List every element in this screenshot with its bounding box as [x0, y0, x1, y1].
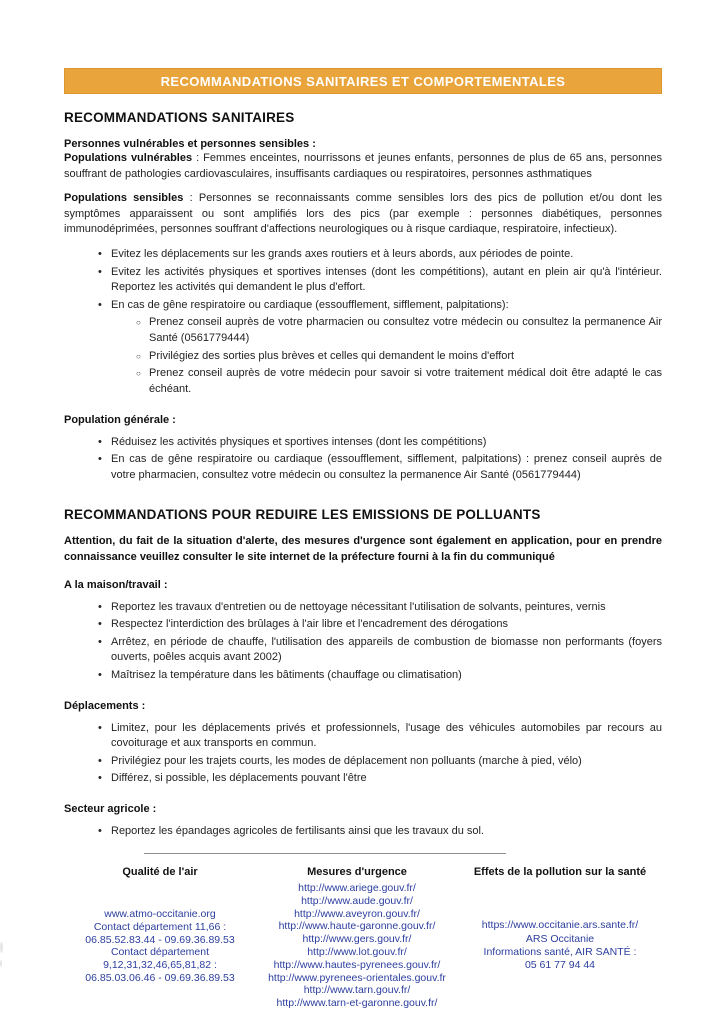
footer-columns [64, 866, 662, 1010]
sub-bullet-text: Prenez conseil auprès de votre pharmacien ou consultez votre médecin ou consultez la permanence Air Santé (0561779444) [149, 316, 662, 345]
sub-bullet-item [136, 366, 662, 397]
bullet-text: Limitez, pour les déplacements privés et professionnels, l'usage des véhicules automobiles par recours au covoiturage et aux transports en commun. [111, 721, 662, 750]
prefecture-url-link[interactable]: http://www.pyrenees-orientales.gouv.fr [268, 971, 446, 984]
prefecture-url-link[interactable]: http://www.haute-garonne.gouv.fr/ [278, 920, 436, 933]
bullet-item [98, 452, 662, 483]
text-populations-sensibles: : Personnes se reconnaissants comme sensibles lors des pics de pollution et/ou dont les symptômes apparaissent ou sont amplifiés lors des pics (par exemple : personnes diabétiques, personnes immunodéprimées, personnes souffrant d'affections neurologiques ou à risque cardiaque, respiratoire, infectieux). [64, 192, 663, 236]
bullet-item [98, 668, 662, 684]
ars-url-link[interactable]: https://www.occitanie.ars.sante.fr/ [481, 919, 639, 932]
bullet-item [98, 771, 662, 787]
bullet-item [98, 265, 662, 296]
bullet-item [98, 721, 662, 752]
scan-artifact [0, 942, 3, 953]
bullet-text: Réduisez les activités physiques et sportives intenses (dont les compétitions) [111, 435, 487, 448]
sub-bullet-item [136, 349, 662, 365]
banner-title: RECOMMANDATIONS SANITAIRES ET COMPORTEMENTALES [64, 68, 662, 94]
heading-personnes-vulnerables: Personnes vulnérables et personnes sensibles : [64, 138, 316, 150]
prefecture-url-link[interactable]: http://www.tarn-et-garonne.gouv.fr/ [276, 997, 438, 1010]
sanitaires-sub-bullet-list [64, 315, 662, 397]
prefecture-url-link[interactable]: http://www.aude.gouv.fr/ [301, 894, 413, 907]
phone-line: 05 61 77 94 44 [524, 959, 596, 972]
bullet-item [98, 754, 662, 770]
phone-line: 06.85.52.83.44 - 09.69.36.89.53 [85, 933, 235, 946]
sanitaires-bullet-list [64, 247, 662, 313]
prefecture-url-link[interactable]: http://www.tarn.gouv.fr/ [303, 984, 411, 997]
bullet-text: Différez, si possible, les déplacements pouvant l'être [111, 772, 367, 785]
bullet-item [98, 435, 662, 451]
prefecture-url-link[interactable]: http://www.aveyron.gouv.fr/ [294, 907, 420, 920]
heading-maison-travail: A la maison/travail : [64, 578, 168, 591]
bullet-item [98, 617, 662, 633]
bullet-text: Maîtrisez la température dans les bâtiments (chauffage ou climatisation) [111, 669, 462, 682]
bullet-text: Respectez l'interdiction des brûlages à l'air libre et l'encadrement des dérogations [111, 618, 509, 631]
paragraph-populations-sensibles [64, 191, 662, 238]
footer-column-sante [458, 866, 662, 1010]
atmo-url-link[interactable]: www.atmo-occitanie.org [104, 908, 216, 921]
scan-artifact [0, 960, 2, 967]
paragraph-populations-vulnerables [64, 151, 662, 182]
bullet-text: Reportez les épandages agricoles de fertilisants ainsi que les travaux du sol. [111, 825, 484, 838]
prefecture-url-link[interactable]: http://www.lot.gouv.fr/ [307, 946, 407, 959]
phone-line: 06.85.03.06.46 - 09.69.36.89.53 [85, 972, 235, 985]
lead-populations-vulnerables: Populations vulnérables [64, 152, 193, 164]
sub-bullet-item [136, 315, 662, 346]
bullet-text: Reportez les travaux d'entretien ou de nettoyage nécessitant l'utilisation de solvants, peintures, vernis [111, 600, 606, 613]
bullet-text: Arrêtez, en période de chauffe, l'utilisation des appareils de combustion de biomasse non performants (foyers ouverts, poêles acquis avant 2002) [111, 635, 662, 664]
heading-population-generale: Population générale : [64, 413, 176, 426]
contact-line: 9,12,31,32,46,65,81,82 : [103, 959, 217, 972]
bullet-item [98, 600, 662, 616]
bullet-text: En cas de gêne respiratoire ou cardiaque (essoufflement, sifflement, palpitations) : prenez conseil auprès de votre pharmacien, consultez votre médecin ou consultez la permanence Air Santé (0561779444) [111, 453, 662, 481]
maison-bullet-list [64, 600, 662, 684]
footer-title-urgence: Mesures d'urgence [307, 865, 407, 878]
heading-deplacements: Déplacements : [64, 699, 146, 712]
document-content [64, 68, 662, 1024]
footer-divider [144, 853, 506, 854]
prefecture-url-link[interactable]: http://www.ariege.gouv.fr/ [298, 882, 416, 895]
sub-bullet-text: Privilégiez des sorties plus brèves et celles qui demandent le moins d'effort [149, 349, 515, 362]
footer-title-sante: Effets de la pollution sur la santé [473, 865, 647, 878]
generale-bullet-list [64, 435, 662, 484]
bullet-text: Evitez les déplacements sur les grands axes routiers et à leurs abords, aux périodes de pointe. [111, 248, 574, 261]
agricole-bullet-list [64, 824, 662, 840]
heading-secteur-agricole: Secteur agricole : [64, 803, 157, 816]
prefecture-url-link[interactable]: http://www.hautes-pyrenees.gouv.fr/ [273, 958, 441, 971]
bullet-item [98, 298, 662, 314]
sub-bullet-text: Prenez conseil auprès de votre médecin pour savoir si votre traitement médical doit être adapté le cas échéant. [149, 367, 662, 395]
paragraph-alerte-warning: Attention, du fait de la situation d'alerte, des mesures d'urgence sont également en application, pour en prendre connaissance veuillez consulter le site internet de la préfecture fourni à la fin du communiqué [64, 535, 662, 563]
bullet-text: En cas de gêne respiratoire ou cardiaque (essoufflement, sifflement, palpitations): [111, 298, 509, 311]
ars-line: ARS Occitanie [525, 932, 595, 945]
contact-line: Contact département 11,66 : [93, 920, 227, 933]
bullet-item [98, 824, 662, 840]
bullet-item [98, 247, 662, 263]
bullet-text: Privilégiez pour les trajets courts, les modes de déplacement non polluants (marche à pied, vélo) [111, 754, 582, 767]
prefecture-url-link[interactable]: http://www.gers.gouv.fr/ [302, 933, 412, 946]
text-populations-vulnerables: : Femmes enceintes, nourrissons et jeunes enfants, personnes de plus de 65 ans, personnes souffrant de pathologies cardiovasculaires, insuffisants cardiaques ou respiratoires, personnes asthmatiques [64, 152, 662, 180]
section-title-emissions: RECOMMANDATIONS POUR REDUIRE LES EMISSIONS DE POLLUANTS [64, 507, 541, 523]
contact-line: Contact département [110, 946, 210, 959]
footer-title-air-quality: Qualité de l'air [122, 865, 198, 878]
footer-column-urgence [256, 866, 458, 1010]
ars-line: Informations santé, AIR SANTÉ : [483, 945, 637, 958]
footer-column-air-quality [64, 866, 256, 1010]
bullet-text: Evitez les activités physiques et sportives intenses (dont les compétitions), autant en plein air qu'à l'intérieur. Reportez les activités qui demandent le plus d'effort. [111, 265, 662, 294]
lead-populations-sensibles: Populations sensibles [64, 192, 184, 205]
deplacements-bullet-list [64, 721, 662, 787]
section-title-sanitaires: RECOMMANDATIONS SANITAIRES [64, 110, 295, 125]
bullet-item [98, 635, 662, 666]
